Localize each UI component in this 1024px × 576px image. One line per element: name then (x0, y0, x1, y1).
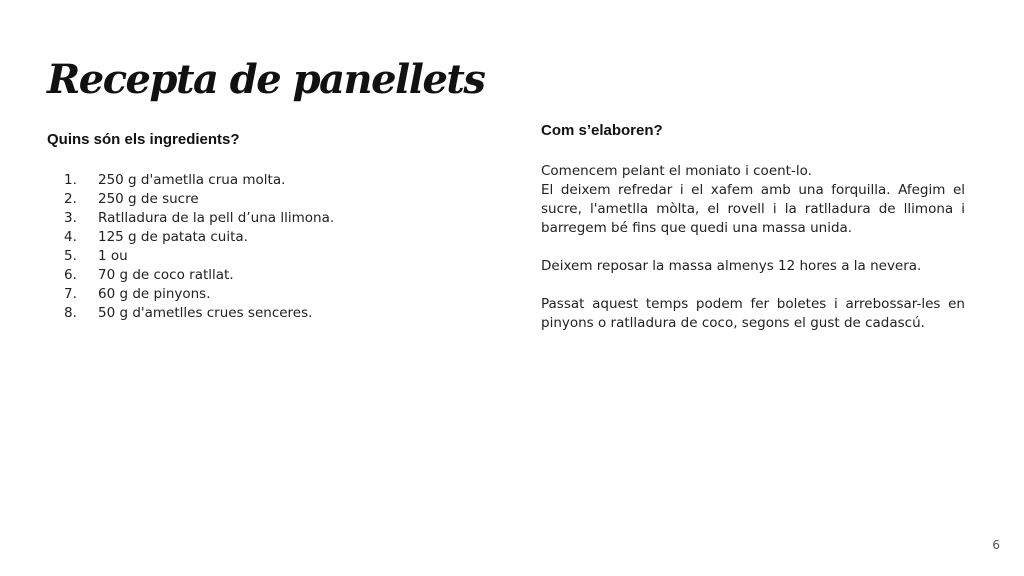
list-item-text: 70 g de coco ratllat. (98, 267, 234, 283)
list-item-number: 5. (64, 248, 77, 264)
page-title: Recepta de panellets (47, 56, 485, 103)
page-number: 6 (992, 538, 1000, 552)
list-item (47, 266, 467, 285)
ingredients-list (47, 171, 467, 323)
list-item (47, 209, 467, 228)
list-item-text: 1 ou (98, 248, 128, 264)
list-item (47, 171, 467, 190)
list-item-number: 2. (64, 191, 77, 207)
list-item-number: 6. (64, 267, 77, 283)
list-item-text: 60 g de pinyons. (98, 286, 211, 302)
preparation-heading: Com s’elaboren? (541, 122, 663, 139)
preparation-intro-line: Comencem pelant el moniato i coent-lo. (541, 163, 812, 179)
list-item-text: 250 g de sucre (98, 191, 199, 207)
list-item-number: 1. (64, 172, 77, 188)
list-item-text: 50 g d'ametlles crues senceres. (98, 305, 313, 321)
preparation-paragraph-1: El deixem refredar i el xafem amb una forquilla. Afegim el sucre, l'ametlla mòlta, el rovell i la ratlladura de llimona i barregem bé fins que quedi una massa unida. (541, 182, 965, 236)
list-item-number: 7. (64, 286, 77, 302)
list-item-text: 250 g d'ametlla crua molta. (98, 172, 286, 188)
preparation-section (541, 120, 965, 333)
list-item-number: 3. (64, 210, 77, 226)
list-item (47, 190, 467, 209)
list-item-number: 8. (64, 305, 77, 321)
ingredients-heading: Quins són els ingredients? (47, 131, 240, 148)
preparation-paragraph-3: Passat aquest temps podem fer boletes i arrebossar-les en pinyons o ratlladura de coco, segons el gust de cadascú. (541, 296, 965, 331)
list-item-text: Ratlladura de la pell d’una llimona. (98, 210, 335, 226)
list-item (47, 304, 467, 323)
ingredients-section (47, 129, 467, 323)
list-item (47, 285, 467, 304)
list-item (47, 228, 467, 247)
list-item-number: 4. (64, 229, 77, 245)
preparation-paragraph-2: Deixem reposar la massa almenys 12 hores a la nevera. (541, 258, 922, 274)
list-item-text: 125 g de patata cuita. (98, 229, 248, 245)
list-item (47, 247, 467, 266)
